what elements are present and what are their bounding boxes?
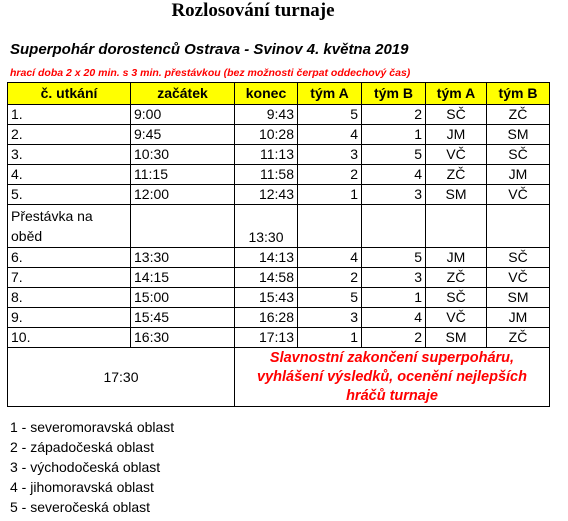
team-a-number: 5 (298, 288, 362, 308)
team-a-number: 2 (298, 268, 362, 288)
table-row (8, 268, 550, 288)
start-time: 16:30 (131, 328, 235, 348)
team-a-number: 4 (298, 125, 362, 145)
table-row (8, 165, 550, 185)
header-team-b-code: tým B (487, 83, 550, 105)
end-time: 10:28 (235, 125, 298, 145)
lunch-break-row (8, 205, 550, 248)
team-a-number: 4 (298, 248, 362, 268)
team-b-code: JM (487, 308, 550, 328)
start-time: 10:30 (131, 145, 235, 165)
header-match-number: č. utkání (8, 83, 131, 105)
table-row (8, 145, 550, 165)
lunch-break-label: Přestávka na oběd (8, 205, 131, 248)
closing-ceremony (8, 348, 550, 407)
team-b-number: 5 (362, 145, 426, 165)
header-team-a-number: tým A (298, 83, 362, 105)
match-number: 4. (8, 165, 131, 185)
playing-time-note: hrací doba 2 x 20 min. s 3 min. přestávkou (bez možnosti čerpat oddechový čas) (10, 67, 411, 79)
team-a-number: 1 (298, 185, 362, 205)
team-b-code: VČ (487, 268, 550, 288)
table-row (8, 328, 550, 348)
header-team-b-number: tým B (362, 83, 426, 105)
team-a-code: JM (426, 248, 487, 268)
team-b-number: 1 (362, 125, 426, 145)
closing-time: 17:30 (8, 348, 235, 407)
table-row (8, 185, 550, 205)
start-time: 12:00 (131, 185, 235, 205)
team-b-number: 3 (362, 268, 426, 288)
team-b-code: SM (487, 125, 550, 145)
match-number: 9. (8, 308, 131, 328)
team-a-code: SM (426, 185, 487, 205)
match-number: 1. (8, 105, 131, 125)
team-b-number: 2 (362, 328, 426, 348)
team-a-code: ZČ (426, 268, 487, 288)
header-end: konec (235, 83, 298, 105)
match-number: 3. (8, 145, 131, 165)
start-time: 15:00 (131, 288, 235, 308)
header-team-a-code: tým A (426, 83, 487, 105)
team-a-code: JM (426, 125, 487, 145)
team-a-code: SČ (426, 288, 487, 308)
end-time: 17:13 (235, 328, 298, 348)
team-a-number: 1 (298, 328, 362, 348)
match-number: 7. (8, 268, 131, 288)
start-time: 11:15 (131, 165, 235, 185)
table-row (8, 308, 550, 328)
team-b-code: JM (487, 165, 550, 185)
closing-message: Slavnostní zakončení superpoháru, vyhlášení výsledků, ocenění nejlepších hráčů turnaje (235, 348, 550, 407)
team-a-number: 3 (298, 145, 362, 165)
table-row (8, 288, 550, 308)
end-time: 16:28 (235, 308, 298, 328)
start-time: 9:00 (131, 105, 235, 125)
team-b-code: VČ (487, 185, 550, 205)
header-row (8, 83, 550, 105)
table-row (8, 125, 550, 145)
team-b-code: ZČ (487, 105, 550, 125)
closing-row (8, 348, 550, 407)
end-time: 14:13 (235, 248, 298, 268)
team-b-code: SM (487, 288, 550, 308)
team-b-code: SČ (487, 248, 550, 268)
legend-item: 2 - západočeská oblast (10, 439, 154, 455)
end-time: 15:43 (235, 288, 298, 308)
legend-item: 5 - severočeská oblast (10, 499, 151, 515)
schedule-body-morning (8, 105, 550, 205)
team-b-code: SČ (487, 145, 550, 165)
schedule-table (7, 82, 550, 407)
end-time: 9:43 (235, 105, 298, 125)
match-number: 8. (8, 288, 131, 308)
end-time: 14:58 (235, 268, 298, 288)
table-row (8, 248, 550, 268)
end-time: 11:58 (235, 165, 298, 185)
team-b-number: 4 (362, 308, 426, 328)
header-start: začátek (131, 83, 235, 105)
team-b-number: 1 (362, 288, 426, 308)
team-b-code: ZČ (487, 328, 550, 348)
legend-item: 3 - východočeská oblast (10, 459, 161, 475)
page-title: Rozlosování turnaje (171, 0, 335, 21)
match-number: 5. (8, 185, 131, 205)
region-legend (10, 417, 174, 517)
start-time: 14:15 (131, 268, 235, 288)
team-a-code: VČ (426, 308, 487, 328)
team-a-number: 2 (298, 165, 362, 185)
start-time: 9:45 (131, 125, 235, 145)
match-number: 6. (8, 248, 131, 268)
end-time: 12:43 (235, 185, 298, 205)
team-b-number: 2 (362, 105, 426, 125)
team-a-code: ZČ (426, 165, 487, 185)
schedule-body-afternoon (8, 248, 550, 348)
legend-item: 4 - jihomoravská oblast (10, 479, 154, 495)
end-time: 11:13 (235, 145, 298, 165)
start-time: 13:30 (131, 248, 235, 268)
team-b-number: 4 (362, 165, 426, 185)
team-b-number: 5 (362, 248, 426, 268)
team-a-code: SČ (426, 105, 487, 125)
team-a-code: SM (426, 328, 487, 348)
lunch-break (8, 205, 550, 248)
team-a-number: 3 (298, 308, 362, 328)
match-number: 10. (8, 328, 131, 348)
team-a-code: VČ (426, 145, 487, 165)
table-row (8, 105, 550, 125)
team-a-number: 5 (298, 105, 362, 125)
legend-item: 1 - severomoravská oblast (10, 419, 175, 435)
match-number: 2. (8, 125, 131, 145)
start-time: 15:45 (131, 308, 235, 328)
lunch-break-time: 13:30 (235, 205, 298, 248)
tournament-subtitle: Superpohár dorostenců Ostrava - Svinov 4. května 2019 (10, 41, 409, 58)
team-b-number: 3 (362, 185, 426, 205)
